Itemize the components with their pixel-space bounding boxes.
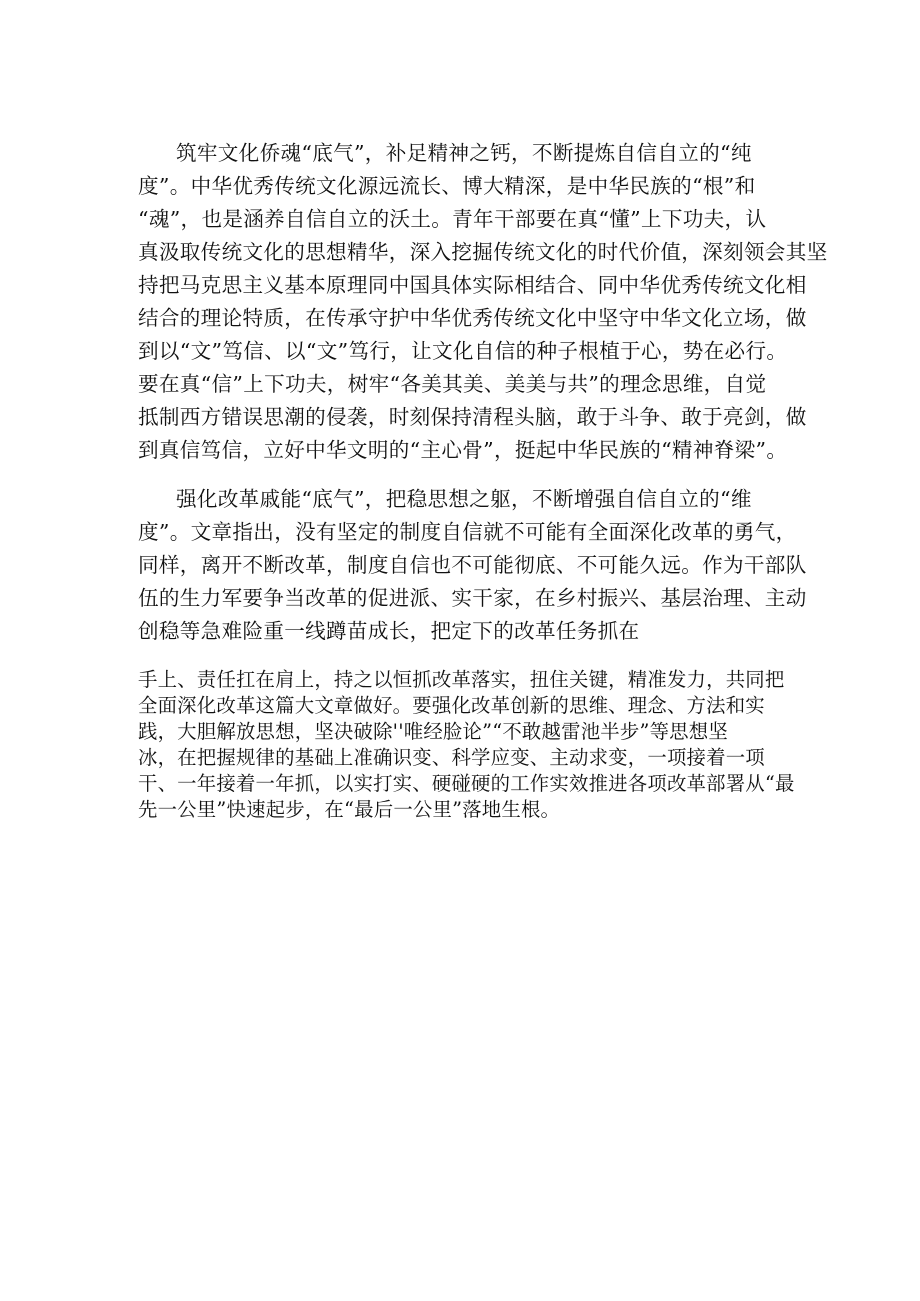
text-line: 践，大胆解放思想，坚决破除''唯经脸论”“不敢越雷池半步”等思想坚 [138,720,728,743]
text-line: 度”。中华优秀传统文化源远流长、博大精深，是中华民族的“根”和 [138,174,756,198]
text-line: 真汲取传统文化的思想精华，深入挖掘传统文化的时代价值，深刻领会其坚 [138,240,828,264]
text-line: 到以“文”笃信、以“文”笃行，让文化自信的种子根植于心，势在必行。 [138,339,788,363]
text-line: 要在真“信”上下功夫，树牢“各美其美、美美与共”的理念思维，自觉 [138,372,767,396]
text-line: 创稳等急难险重一线蹲苗成长，把定下的改革任务抓在 [138,619,640,643]
text-line: 度”。文章指出，没有坚定的制度自信就不可能有全面深化改革的勇气， [138,520,797,544]
text-line: “魂”，也是涵养自信自立的沃土。青年干部要在真“懂”上下功夫，认 [138,207,767,231]
text-line: 伍的生力军要争当改革的促进派、实干家，在乡村振兴、基层治理、主动 [138,586,807,610]
text-line: 持把马克思主义基本原理同中国具体实际相结合、同中华优秀传统文化相 [138,273,807,297]
text-line: 干、一年接着一年抓，以实打实、硬碰硬的工作实效推进各项改革部署从“最 [138,772,795,795]
text-line: 先一公里”快速起步，在“最后一公里”落地生根。 [138,798,561,821]
text-line: 同样，离开不断改革，制度自信也不可能彻底、不可能久远。作为干部队 [138,553,807,577]
text-line: 结合的理论特质，在传承守护中华优秀传统文化中坚守中华文化立场，做 [138,306,807,330]
text-line: 全面深化改革这篇大文章做好。要强化改革创新的思维、理念、方法和实 [138,694,765,717]
text-line: 抵制西方错误思潮的侵袭，时刻保持清程头脑，敢于斗争、敢于亮剑，做 [138,405,807,429]
text-line: 强化改革戚能“底气”，把稳思想之躯，不断增强自信自立的“维 [176,487,752,511]
text-line: 到真信笃信，立好中华文明的“主心骨”，挺起中华民族的“精神脊梁”。 [138,438,788,462]
text-line: 冰，在把握规律的基础上准确识变、科学应变、主动求变，一项接着一项 [138,746,765,769]
text-line: 手上、责任扛在肩上，持之以恒抓改革落实，扭住关键，精准发力，共同把 [138,668,785,691]
text-line: 筑牢文化侨魂“底气”，补足精神之钙，不断提炼自信自立的“纯 [176,141,752,165]
